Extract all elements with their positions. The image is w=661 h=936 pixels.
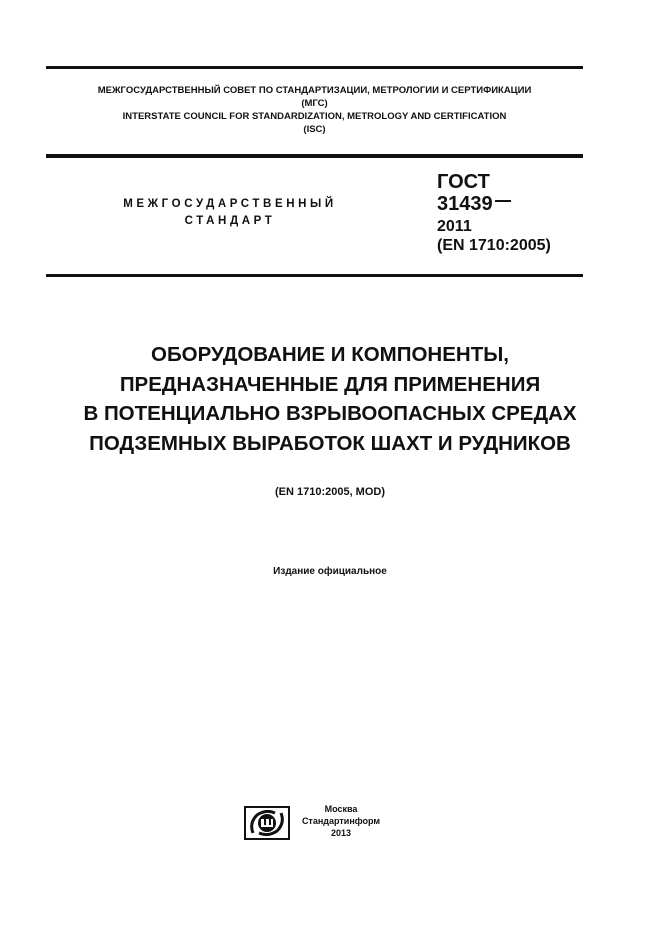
publisher-info xyxy=(294,803,388,839)
title-line-2: ПРЕДНАЗНАЧЕННЫЕ ДЛЯ ПРИМЕНЕНИЯ xyxy=(119,372,541,396)
gost-en-reference: (EN 1710:2005) xyxy=(437,237,551,254)
standard-kind xyxy=(95,196,365,230)
gost-number-row xyxy=(437,193,597,215)
gost-label: ГОСТ xyxy=(437,171,490,193)
document-title xyxy=(30,340,630,458)
council-name-en: INTERSTATE COUNCIL FOR STANDARDIZATION, METROLOGY AND CERTIFICATION xyxy=(122,111,507,122)
title-line-4: ПОДЗЕМНЫХ ВЫРАБОТОК ШАХТ И РУДНИКОВ xyxy=(89,431,571,455)
bottom-rule xyxy=(46,274,583,277)
title-line-1: ОБОРУДОВАНИЕ И КОМПОНЕНТЫ, xyxy=(151,343,509,366)
edition-note: Издание официальное xyxy=(273,566,387,577)
council-name-ru: МЕЖГОСУДАРСТВЕННЫЙ СОВЕТ ПО СТАНДАРТИЗАЦИИ, МЕТРОЛОГИИ И СЕРТИФИКАЦИИ xyxy=(97,85,532,96)
modification-reference: (EN 1710:2005, MOD) xyxy=(274,486,386,498)
dash-mark xyxy=(495,200,511,202)
standard-kind-line1: МЕЖГОСУДАРСТВЕННЫЙ xyxy=(123,198,337,210)
publisher-city: Москва xyxy=(324,804,358,814)
gost-designation xyxy=(437,171,597,255)
publisher-name: Стандартинформ xyxy=(301,816,381,826)
middle-rule xyxy=(46,154,583,158)
standard-kind-line2: СТАНДАРТ xyxy=(184,215,276,227)
top-rule xyxy=(46,66,583,69)
title-line-3: В ПОТЕНЦИАЛЬНО ВЗРЫВООПАСНЫХ СРЕДАХ xyxy=(83,402,577,425)
gost-number: 31439 xyxy=(437,193,493,215)
standartinform-logo-icon xyxy=(244,806,290,840)
publisher-year: 2013 xyxy=(330,828,352,838)
logo-graphic xyxy=(244,806,290,840)
gost-year: 2011 xyxy=(437,218,472,235)
council-abbr-en: (ISC) xyxy=(303,124,326,135)
council-header xyxy=(46,84,583,136)
council-abbr-ru: (МГС) xyxy=(301,98,328,109)
